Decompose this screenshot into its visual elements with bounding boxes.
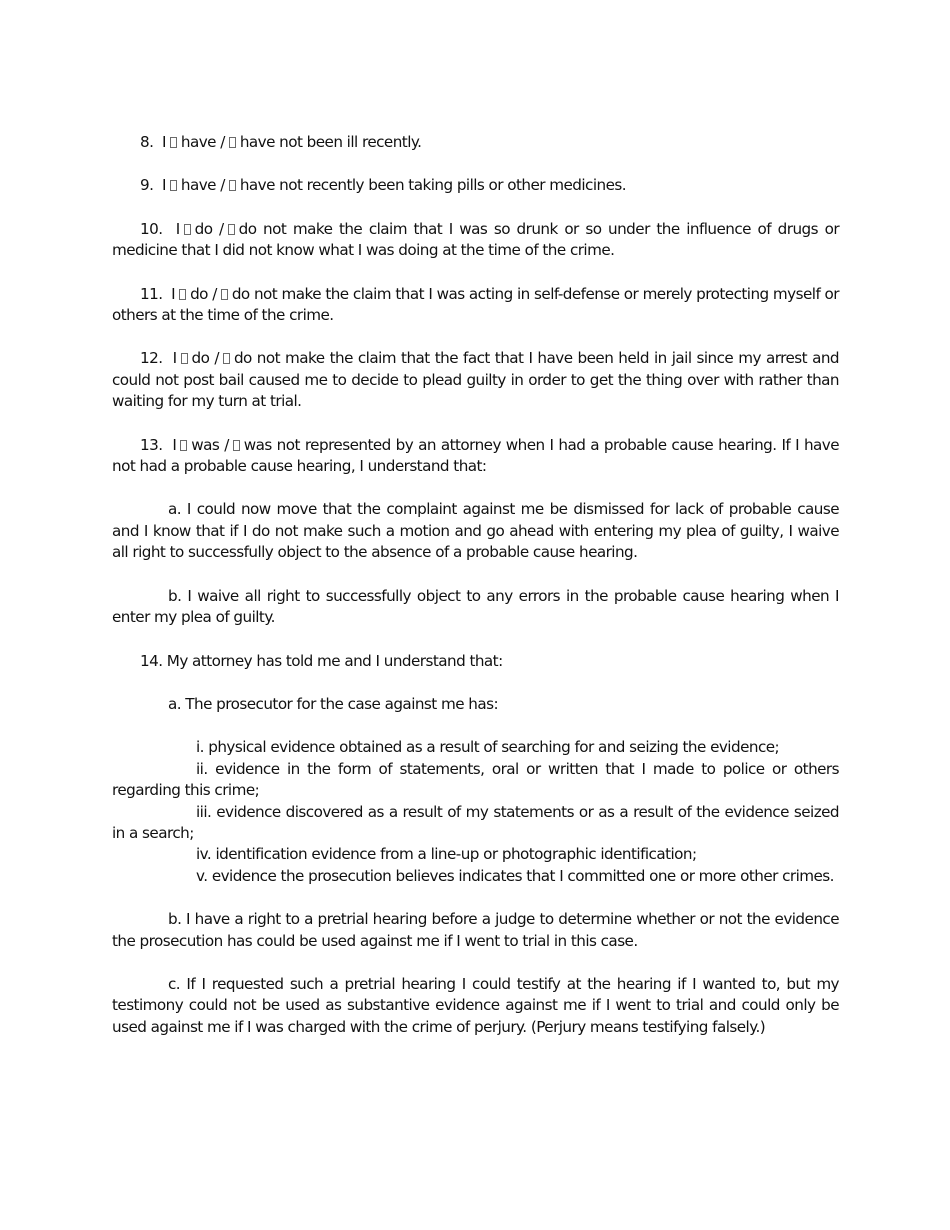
evidence-list (112, 737, 839, 887)
item-number: 13. (140, 435, 163, 454)
item-number: 9. (140, 176, 154, 195)
item-14: 14. My attorney has told me and I understand that: (140, 651, 503, 670)
item-number: 12. (140, 349, 163, 368)
checkbox[interactable] (184, 224, 191, 235)
list-item: iv. identification evidence from a line-up or photographic identification; (196, 845, 697, 864)
checkbox[interactable] (229, 180, 236, 191)
list-item: i. physical evidence obtained as a result of searching for and seizing the evidence; (196, 738, 780, 757)
item-12: 12. I do / do not make the claim that the fact that I have been held in jail since my arrest and could not post bail caused me to decide to plead guilty in order to get the thing over with rather than waiting for my turn at trial. (112, 349, 839, 411)
checkbox[interactable] (179, 289, 186, 300)
item-14c: c. If I requested such a pretrial hearing I could testify at the hearing if I wanted to, but my testimony could not be used as substantive evidence against me if I went to trial and could only be used against me if I was charged with the crime of perjury. (Perjury means testifying falsely.) (112, 974, 839, 1036)
checkbox[interactable] (181, 353, 188, 364)
item-10: 10. I do / do not make the claim that I was so drunk or so under the influence of drugs or medicine that I did not know what I was doing at the time of the crime. (112, 219, 840, 260)
list-item: iii. evidence discovered as a result of my statements or as a result of the evidence seized in a search; (112, 802, 839, 842)
item-8: 8. I have / have not been ill recently. (140, 133, 422, 151)
item-9: 9. I have / have not recently been taking pills or other medicines. (140, 176, 627, 195)
item-13b: b. I waive all right to successfully object to any errors in the probable cause hearing when I enter my plea of guilty. (112, 586, 839, 627)
item-13a: a. I could now move that the complaint against me be dismissed for lack of probable cause and I know that if I do not make such a motion and go ahead with entering my plea of guilty, I waive all right to successfully object to the absence of a probable cause hearing. (112, 500, 839, 562)
item-14b: b. I have a right to a pretrial hearing before a judge to determine whether or not the evidence the prosecution has could be used against me if I went to trial in this case. (112, 910, 839, 950)
checkbox[interactable] (180, 440, 187, 451)
item-13: 13. I was / was not represented by an attorney when I had a probable cause hearing. If I have not had a probable cause hearing, I understand that: (112, 435, 840, 476)
item-number: 8. (140, 133, 154, 151)
item-14a: a. The prosecutor for the case against me has: (168, 694, 499, 713)
item-11: 11. I do / do not make the claim that I was acting in self-defense or merely protecting myself or others at the time of the crime. (112, 284, 839, 325)
list-item: ii. evidence in the form of statements, oral or written that I made to police or others regarding this crime; (112, 759, 839, 800)
document-page (112, 132, 839, 1060)
item-number: 10. (140, 219, 163, 238)
item-number: 11. (140, 284, 163, 303)
checkbox[interactable] (221, 289, 228, 300)
list-item: v. evidence the prosecution believes indicates that I committed one or more other crimes. (196, 866, 834, 885)
checkbox[interactable] (233, 440, 240, 451)
checkbox[interactable] (228, 224, 235, 235)
checkbox[interactable] (229, 137, 236, 148)
checkbox[interactable] (170, 137, 177, 148)
checkbox[interactable] (170, 180, 177, 191)
checkbox[interactable] (223, 353, 230, 364)
